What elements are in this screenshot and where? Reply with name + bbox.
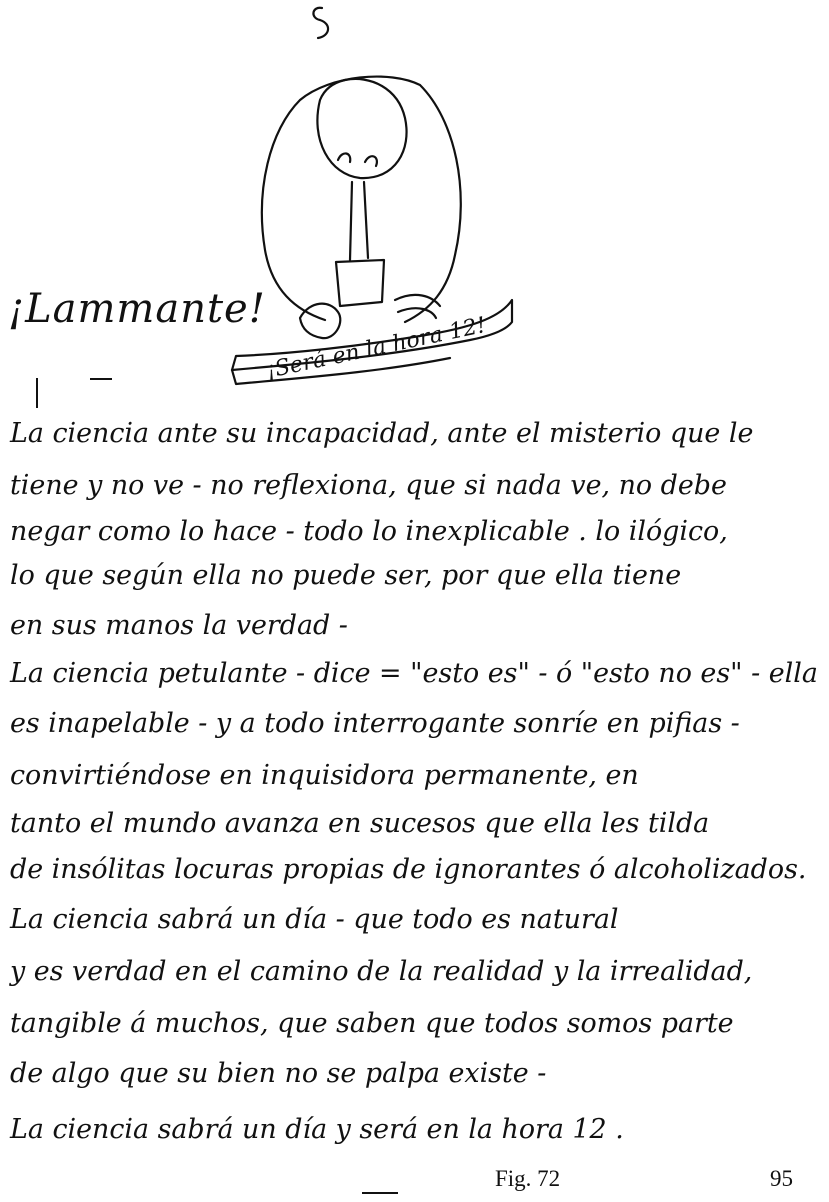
bottom-dash — [362, 1192, 398, 1194]
figure-head — [317, 79, 406, 178]
banner-text: ¡Será en la hora 12! — [264, 312, 489, 384]
figure-caption: Fig. 72 — [495, 1166, 561, 1191]
text-line: La ciencia petulante - dice = "esto es" - ó "esto no es" - ella — [10, 658, 818, 689]
stroke-mark — [36, 378, 38, 408]
figure-drawing — [0, 0, 829, 420]
figure-torso — [336, 260, 384, 306]
text-line: es inapelable - y a todo interrogante sonríe en pifias - — [10, 708, 740, 739]
figure-neck — [350, 182, 368, 260]
text-line: La ciencia ante su incapacidad, ante el misterio que le — [10, 418, 754, 449]
text-line: y es verdad en el camino de la realidad y la irrealidad, — [10, 956, 753, 987]
text-line: tiene y no ve - no reflexiona, que si nada ve, no debe — [10, 470, 727, 501]
page-number: 95 — [770, 1166, 793, 1191]
text-line: en sus manos la verdad - — [10, 610, 348, 641]
text-line: tangible á muchos, que saben que todos somos parte — [10, 1008, 734, 1039]
text-line: negar como lo hace - todo lo inexplicable . lo ilógico, — [10, 516, 728, 547]
figure-left-hand — [300, 304, 340, 339]
text-line: convirtiéndose en inquisidora permanente, en — [10, 760, 639, 791]
text-line: tanto el mundo avanza en sucesos que ella les tilda — [10, 808, 710, 839]
text-line: de insólitas locuras propias de ignorantes ó alcoholizados. — [10, 854, 807, 885]
text-line: La ciencia sabrá un día y será en la hora 12 . — [10, 1114, 624, 1145]
floating-squiggle — [313, 8, 328, 38]
text-line: de algo que su bien no se palpa existe - — [10, 1058, 547, 1089]
heading: ¡Lammante! — [8, 286, 266, 332]
cloak-outline — [262, 77, 461, 322]
heading-dash — [90, 378, 112, 380]
text-line: lo que según ella no puede ser, por que ella tiene — [10, 560, 682, 591]
text-line: La ciencia sabrá un día - que todo es natural — [10, 904, 619, 935]
